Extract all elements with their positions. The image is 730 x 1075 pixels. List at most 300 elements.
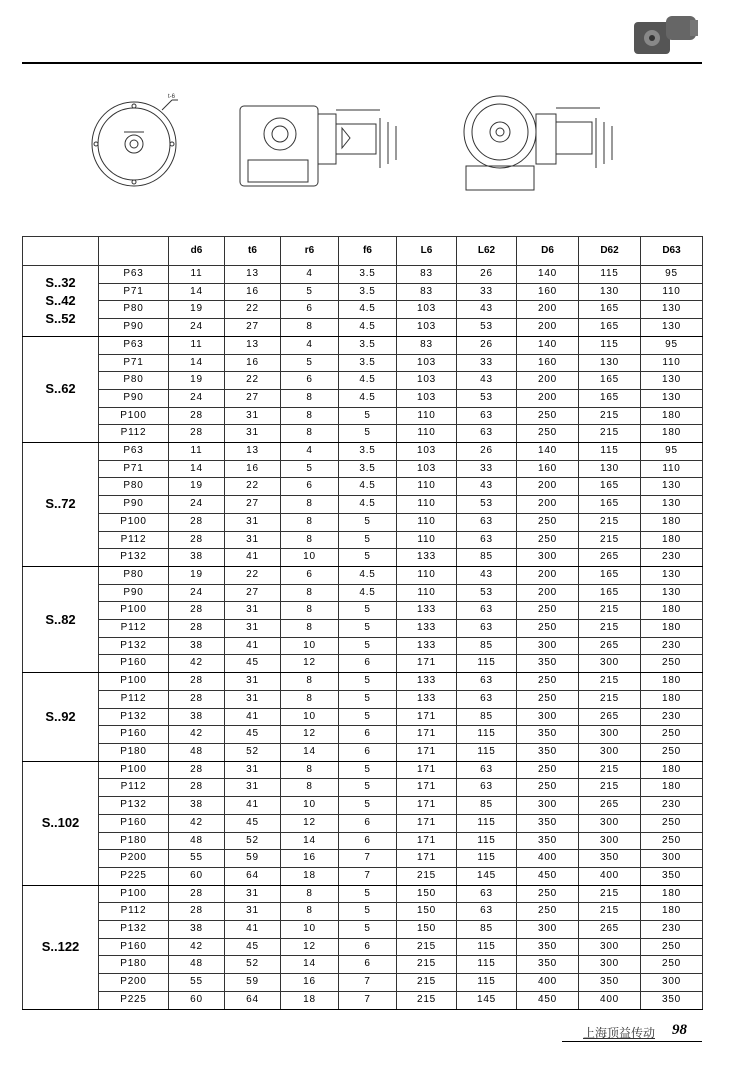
value-cell: 31 — [225, 513, 281, 531]
value-cell: 230 — [641, 637, 703, 655]
value-cell: 63 — [457, 425, 517, 443]
value-cell: 85 — [457, 549, 517, 567]
value-cell: 4.5 — [339, 319, 397, 337]
model-label: S..32 — [45, 274, 76, 290]
table-row — [23, 513, 703, 531]
value-cell: 4.5 — [339, 478, 397, 496]
motor-size-cell: P112 — [99, 690, 169, 708]
value-cell: 63 — [457, 779, 517, 797]
column-header: d6 — [169, 237, 225, 266]
value-cell: 3.5 — [339, 266, 397, 284]
motor-size-cell: P63 — [99, 266, 169, 284]
motor-size-cell: P100 — [99, 513, 169, 531]
value-cell: 171 — [397, 655, 457, 673]
table-row — [23, 974, 703, 992]
value-cell: 63 — [457, 903, 517, 921]
value-cell: 14 — [281, 832, 339, 850]
table-row — [23, 814, 703, 832]
value-cell: 130 — [641, 319, 703, 337]
value-cell: 95 — [641, 336, 703, 354]
value-cell: 300 — [579, 832, 641, 850]
value-cell: 63 — [457, 620, 517, 638]
value-cell: 115 — [457, 938, 517, 956]
value-cell: 45 — [225, 726, 281, 744]
value-cell: 63 — [457, 673, 517, 691]
value-cell: 200 — [517, 301, 579, 319]
value-cell: 110 — [397, 496, 457, 514]
gearmotor-logo — [630, 10, 702, 58]
value-cell: 300 — [641, 974, 703, 992]
value-cell: 115 — [457, 850, 517, 868]
value-cell: 4.5 — [339, 566, 397, 584]
table-row — [23, 407, 703, 425]
value-cell: 150 — [397, 885, 457, 903]
value-cell: 5 — [339, 708, 397, 726]
table-row — [23, 637, 703, 655]
value-cell: 5 — [339, 513, 397, 531]
model-label: S..62 — [45, 381, 76, 397]
table-row — [23, 389, 703, 407]
value-cell: 64 — [225, 991, 281, 1009]
value-cell: 18 — [281, 867, 339, 885]
column-header: D63 — [641, 237, 703, 266]
value-cell: 300 — [517, 637, 579, 655]
value-cell: 350 — [517, 726, 579, 744]
value-cell: 110 — [397, 584, 457, 602]
value-cell: 165 — [579, 584, 641, 602]
value-cell: 350 — [517, 655, 579, 673]
value-cell: 110 — [641, 283, 703, 301]
value-cell: 130 — [641, 584, 703, 602]
value-cell: 250 — [641, 814, 703, 832]
value-cell: 145 — [457, 867, 517, 885]
model-label: S..42 — [45, 292, 76, 308]
value-cell: 83 — [397, 266, 457, 284]
value-cell: 43 — [457, 372, 517, 390]
value-cell: 180 — [641, 690, 703, 708]
value-cell: 8 — [281, 690, 339, 708]
value-cell: 19 — [169, 301, 225, 319]
table-row — [23, 832, 703, 850]
motor-size-cell: P100 — [99, 673, 169, 691]
value-cell: 130 — [641, 389, 703, 407]
motor-size-cell: P112 — [99, 903, 169, 921]
value-cell: 350 — [579, 850, 641, 868]
value-cell: 265 — [579, 797, 641, 815]
motor-size-cell: P90 — [99, 584, 169, 602]
motor-size-cell: P100 — [99, 602, 169, 620]
value-cell: 165 — [579, 301, 641, 319]
value-cell: 4.5 — [339, 301, 397, 319]
value-cell: 215 — [579, 690, 641, 708]
value-cell: 16 — [281, 850, 339, 868]
value-cell: 8 — [281, 531, 339, 549]
value-cell: 26 — [457, 443, 517, 461]
value-cell: 110 — [397, 478, 457, 496]
value-cell: 5 — [339, 673, 397, 691]
technical-drawings — [80, 88, 640, 208]
value-cell: 27 — [225, 389, 281, 407]
table-row — [23, 549, 703, 567]
value-cell: 140 — [517, 336, 579, 354]
table-row — [23, 690, 703, 708]
value-cell: 28 — [169, 407, 225, 425]
value-cell: 250 — [517, 761, 579, 779]
motor-size-cell: P100 — [99, 407, 169, 425]
value-cell: 14 — [281, 743, 339, 761]
value-cell: 55 — [169, 974, 225, 992]
motor-size-cell: P112 — [99, 620, 169, 638]
value-cell: 7 — [339, 991, 397, 1009]
value-cell: 16 — [281, 974, 339, 992]
value-cell: 16 — [225, 354, 281, 372]
value-cell: 19 — [169, 566, 225, 584]
value-cell: 110 — [397, 407, 457, 425]
column-header: D62 — [579, 237, 641, 266]
value-cell: 180 — [641, 531, 703, 549]
value-cell: 22 — [225, 301, 281, 319]
table-row — [23, 425, 703, 443]
value-cell: 5 — [339, 425, 397, 443]
value-cell: 130 — [641, 478, 703, 496]
value-cell: 28 — [169, 602, 225, 620]
value-cell: 215 — [579, 620, 641, 638]
value-cell: 6 — [339, 726, 397, 744]
value-cell: 3.5 — [339, 354, 397, 372]
footer-rule — [562, 1041, 702, 1042]
flange-label-t6: t-6 — [168, 94, 176, 100]
value-cell: 171 — [397, 743, 457, 761]
value-cell: 5 — [339, 779, 397, 797]
motor-size-cell: P100 — [99, 761, 169, 779]
value-cell: 26 — [457, 336, 517, 354]
value-cell: 33 — [457, 283, 517, 301]
value-cell: 28 — [169, 425, 225, 443]
value-cell: 10 — [281, 637, 339, 655]
value-cell: 165 — [579, 389, 641, 407]
value-cell: 165 — [579, 566, 641, 584]
value-cell: 5 — [339, 620, 397, 638]
model-label: S..122 — [41, 939, 80, 955]
value-cell: 38 — [169, 708, 225, 726]
value-cell: 200 — [517, 319, 579, 337]
value-cell: 165 — [579, 478, 641, 496]
value-cell: 5 — [339, 797, 397, 815]
value-cell: 115 — [457, 814, 517, 832]
motor-size-cell: P132 — [99, 921, 169, 939]
value-cell: 250 — [517, 903, 579, 921]
value-cell: 215 — [579, 779, 641, 797]
motor-size-cell: P180 — [99, 743, 169, 761]
column-header: L62 — [457, 237, 517, 266]
value-cell: 110 — [397, 566, 457, 584]
value-cell: 28 — [169, 885, 225, 903]
value-cell: 85 — [457, 921, 517, 939]
value-cell: 5 — [281, 283, 339, 301]
value-cell: 42 — [169, 814, 225, 832]
value-cell: 110 — [641, 354, 703, 372]
table-row — [23, 566, 703, 584]
value-cell: 45 — [225, 655, 281, 673]
motor-size-cell: P180 — [99, 832, 169, 850]
value-cell: 110 — [641, 460, 703, 478]
value-cell: 48 — [169, 743, 225, 761]
value-cell: 63 — [457, 513, 517, 531]
value-cell: 14 — [169, 283, 225, 301]
value-cell: 103 — [397, 319, 457, 337]
column-header: r6 — [281, 237, 339, 266]
table-row — [23, 779, 703, 797]
value-cell: 350 — [579, 974, 641, 992]
value-cell: 215 — [579, 673, 641, 691]
value-cell: 63 — [457, 885, 517, 903]
value-cell: 31 — [225, 761, 281, 779]
model-cell — [23, 761, 99, 885]
table-row — [23, 903, 703, 921]
value-cell: 6 — [339, 938, 397, 956]
motor-size-cell: P180 — [99, 956, 169, 974]
value-cell: 28 — [169, 620, 225, 638]
model-cell — [23, 443, 99, 567]
value-cell: 133 — [397, 602, 457, 620]
table-row — [23, 921, 703, 939]
value-cell: 215 — [579, 602, 641, 620]
motor-size-cell: P112 — [99, 425, 169, 443]
value-cell: 10 — [281, 797, 339, 815]
value-cell: 41 — [225, 549, 281, 567]
value-cell: 31 — [225, 425, 281, 443]
value-cell: 8 — [281, 513, 339, 531]
value-cell: 180 — [641, 513, 703, 531]
value-cell: 230 — [641, 708, 703, 726]
value-cell: 4 — [281, 443, 339, 461]
column-header — [99, 237, 169, 266]
column-header: t6 — [225, 237, 281, 266]
value-cell: 133 — [397, 690, 457, 708]
value-cell: 85 — [457, 708, 517, 726]
value-cell: 200 — [517, 478, 579, 496]
value-cell: 230 — [641, 797, 703, 815]
value-cell: 5 — [281, 460, 339, 478]
motor-size-cell: P90 — [99, 496, 169, 514]
value-cell: 31 — [225, 885, 281, 903]
model-label: S..92 — [45, 708, 76, 724]
value-cell: 12 — [281, 938, 339, 956]
value-cell: 3.5 — [339, 283, 397, 301]
motor-size-cell: P225 — [99, 867, 169, 885]
value-cell: 5 — [339, 407, 397, 425]
table-row — [23, 655, 703, 673]
value-cell: 250 — [641, 938, 703, 956]
value-cell: 28 — [169, 531, 225, 549]
value-cell: 5 — [281, 354, 339, 372]
value-cell: 31 — [225, 531, 281, 549]
value-cell: 8 — [281, 673, 339, 691]
value-cell: 28 — [169, 690, 225, 708]
value-cell: 10 — [281, 549, 339, 567]
value-cell: 19 — [169, 478, 225, 496]
motor-size-cell: P80 — [99, 372, 169, 390]
table-row — [23, 743, 703, 761]
model-cell — [23, 885, 99, 1009]
gearbox-front-view — [464, 96, 612, 190]
value-cell: 180 — [641, 885, 703, 903]
value-cell: 450 — [517, 991, 579, 1009]
table-row — [23, 531, 703, 549]
value-cell: 171 — [397, 726, 457, 744]
value-cell: 28 — [169, 779, 225, 797]
table-row — [23, 301, 703, 319]
value-cell: 180 — [641, 425, 703, 443]
value-cell: 350 — [641, 991, 703, 1009]
value-cell: 130 — [641, 372, 703, 390]
model-label: S..102 — [41, 815, 80, 831]
value-cell: 103 — [397, 372, 457, 390]
motor-size-cell: P160 — [99, 814, 169, 832]
value-cell: 160 — [517, 460, 579, 478]
value-cell: 180 — [641, 407, 703, 425]
value-cell: 171 — [397, 708, 457, 726]
value-cell: 83 — [397, 336, 457, 354]
value-cell: 165 — [579, 319, 641, 337]
value-cell: 19 — [169, 372, 225, 390]
motor-size-cell: P63 — [99, 336, 169, 354]
motor-size-cell: P132 — [99, 549, 169, 567]
model-label: S..72 — [45, 496, 76, 512]
value-cell: 230 — [641, 549, 703, 567]
value-cell: 4 — [281, 336, 339, 354]
value-cell: 110 — [397, 513, 457, 531]
value-cell: 60 — [169, 867, 225, 885]
motor-size-cell: P160 — [99, 655, 169, 673]
value-cell: 4.5 — [339, 496, 397, 514]
value-cell: 6 — [339, 655, 397, 673]
value-cell: 180 — [641, 903, 703, 921]
model-cell — [23, 336, 99, 442]
value-cell: 115 — [457, 956, 517, 974]
value-cell: 115 — [579, 443, 641, 461]
table-row — [23, 336, 703, 354]
value-cell: 4 — [281, 266, 339, 284]
value-cell: 300 — [579, 726, 641, 744]
motor-size-cell: P200 — [99, 850, 169, 868]
value-cell: 215 — [579, 425, 641, 443]
value-cell: 300 — [579, 956, 641, 974]
value-cell: 150 — [397, 921, 457, 939]
value-cell: 160 — [517, 283, 579, 301]
value-cell: 6 — [281, 478, 339, 496]
motor-size-cell: P90 — [99, 389, 169, 407]
header-row — [23, 237, 703, 266]
motor-size-cell: P132 — [99, 708, 169, 726]
value-cell: 103 — [397, 354, 457, 372]
value-cell: 63 — [457, 690, 517, 708]
value-cell: 22 — [225, 478, 281, 496]
value-cell: 5 — [339, 690, 397, 708]
dimension-table — [22, 236, 703, 1010]
table-row — [23, 797, 703, 815]
table-row — [23, 867, 703, 885]
value-cell: 5 — [339, 637, 397, 655]
value-cell: 180 — [641, 620, 703, 638]
value-cell: 180 — [641, 761, 703, 779]
gearbox-side-view — [240, 106, 396, 186]
value-cell: 180 — [641, 779, 703, 797]
value-cell: 53 — [457, 319, 517, 337]
motor-size-cell: P71 — [99, 460, 169, 478]
value-cell: 24 — [169, 319, 225, 337]
header-rule — [22, 62, 702, 64]
motor-size-cell: P80 — [99, 301, 169, 319]
value-cell: 300 — [641, 850, 703, 868]
value-cell: 140 — [517, 266, 579, 284]
value-cell: 250 — [517, 779, 579, 797]
value-cell: 63 — [457, 761, 517, 779]
value-cell: 215 — [579, 407, 641, 425]
table-row — [23, 708, 703, 726]
value-cell: 350 — [641, 867, 703, 885]
value-cell: 300 — [579, 814, 641, 832]
value-cell: 11 — [169, 443, 225, 461]
value-cell: 130 — [579, 283, 641, 301]
value-cell: 8 — [281, 425, 339, 443]
value-cell: 4.5 — [339, 389, 397, 407]
table-row — [23, 443, 703, 461]
value-cell: 350 — [517, 938, 579, 956]
table-row — [23, 372, 703, 390]
value-cell: 250 — [517, 425, 579, 443]
value-cell: 115 — [457, 726, 517, 744]
value-cell: 250 — [641, 832, 703, 850]
value-cell: 38 — [169, 921, 225, 939]
value-cell: 48 — [169, 832, 225, 850]
value-cell: 215 — [579, 513, 641, 531]
value-cell: 24 — [169, 389, 225, 407]
value-cell: 250 — [517, 620, 579, 638]
value-cell: 115 — [579, 336, 641, 354]
value-cell: 45 — [225, 938, 281, 956]
value-cell: 63 — [457, 407, 517, 425]
value-cell: 133 — [397, 549, 457, 567]
motor-size-cell: P160 — [99, 938, 169, 956]
value-cell: 400 — [517, 850, 579, 868]
value-cell: 11 — [169, 336, 225, 354]
value-cell: 300 — [517, 549, 579, 567]
table-row — [23, 478, 703, 496]
value-cell: 83 — [397, 283, 457, 301]
value-cell: 180 — [641, 602, 703, 620]
value-cell: 400 — [579, 867, 641, 885]
value-cell: 6 — [339, 956, 397, 974]
value-cell: 171 — [397, 814, 457, 832]
value-cell: 12 — [281, 726, 339, 744]
table-row — [23, 761, 703, 779]
value-cell: 103 — [397, 301, 457, 319]
motor-size-cell: P132 — [99, 797, 169, 815]
value-cell: 10 — [281, 708, 339, 726]
value-cell: 31 — [225, 407, 281, 425]
value-cell: 55 — [169, 850, 225, 868]
table-row — [23, 460, 703, 478]
page-number: 98 — [672, 1022, 687, 1038]
table-row — [23, 266, 703, 284]
value-cell: 14 — [281, 956, 339, 974]
value-cell: 24 — [169, 496, 225, 514]
model-label: S..52 — [45, 310, 76, 326]
value-cell: 150 — [397, 903, 457, 921]
value-cell: 13 — [225, 443, 281, 461]
model-cell — [23, 673, 99, 762]
